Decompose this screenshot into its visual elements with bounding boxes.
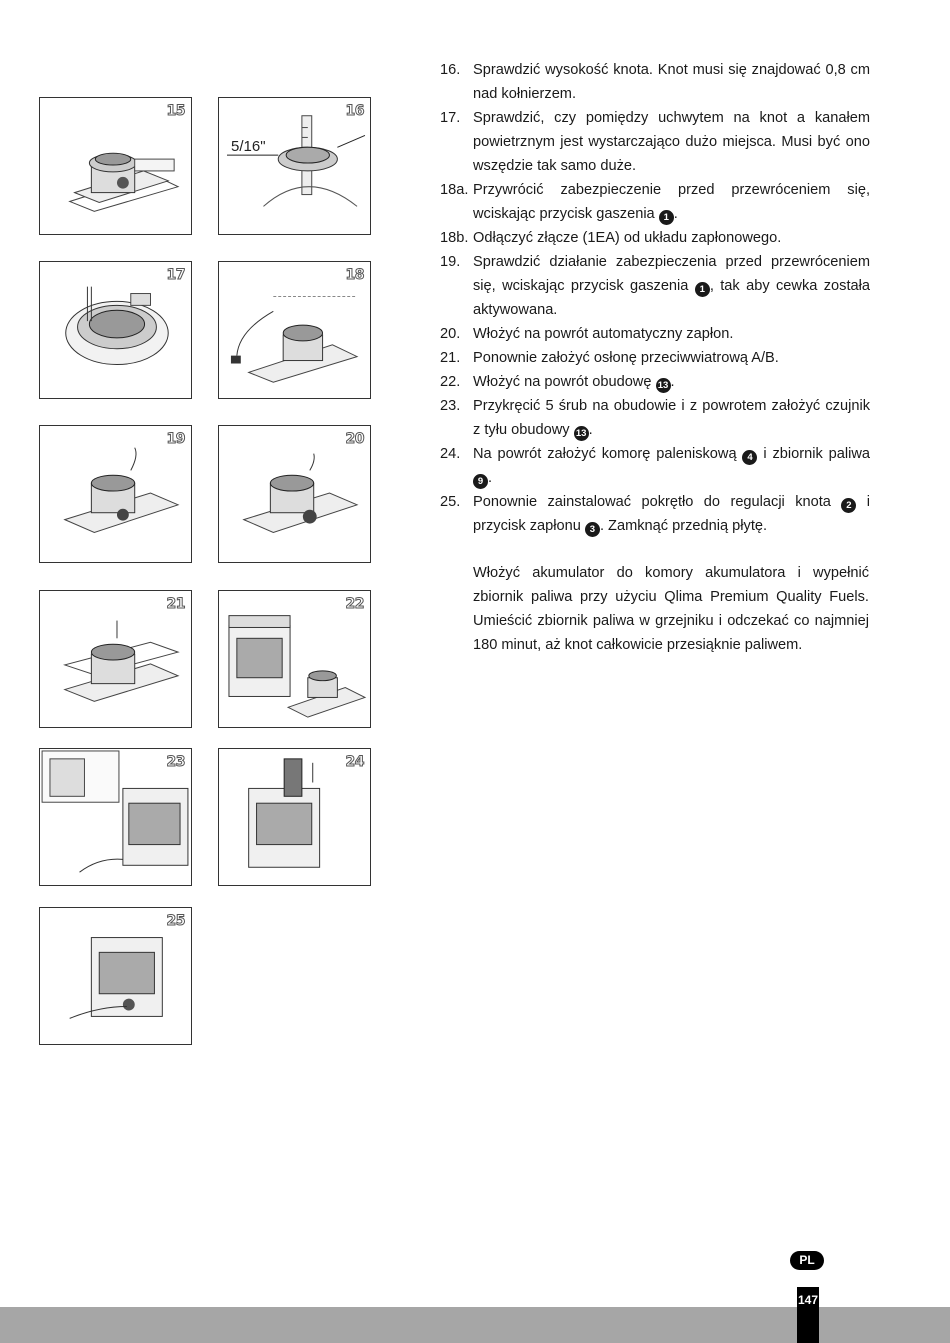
reference-circle: 3 [585,522,600,537]
figure-number: 23 [166,754,185,770]
reference-circle: 2 [841,498,856,513]
step-17: 17. Sprawdzić, czy pomiędzy uchwytem na knot a kanałem powietrznym jest wystarczająco dużo miejsca. Musi być ono wszędzie tak samo duże. [440,110,870,174]
figure-15 [39,97,192,235]
step-18a: 18a. Przywrócić zabezpieczenie przed przewróceniem się, wciskając przycisk gaszenia 1 . [440,182,870,223]
reference-circle: 13 [656,378,671,393]
language-badge: PL [790,1251,824,1270]
figure-16 [218,97,371,235]
figure-19 [39,425,192,563]
reference-circle: 13 [574,426,589,441]
step-18b: 18b. Odłączyć złącze (1EA) od układu zapłonowego. [440,230,782,246]
figure-number: 21 [166,596,185,612]
figure-20 [218,425,371,563]
fuel-instruction-paragraph: Włożyć akumulator do komory akumulatora i wypełnić zbiornik paliwa przy użyciu Qlima Premium Quality Fuels. Umieścić zbiornik paliwa w grzejniku i odczekać co najmniej 180 minut, aż knot całkowicie przesiąknie paliwem. [473,565,869,653]
reference-circle: 9 [473,474,488,489]
step-20: 20. Włożyć na powrót automatyczny zapłon. [440,326,734,342]
figure-number: 22 [345,596,364,612]
step-16: 16. Sprawdzić wysokość knota. Knot musi się znajdować 0,8 cm nad kołnierzem. [440,62,870,102]
figure-number: 18 [345,267,364,283]
step-24: 24. Na powrót założyć komorę paleniskową 4 i zbiornik paliwa 9 . [440,446,870,487]
figure-21 [39,590,192,728]
figure-24 [218,748,371,886]
reference-circle: 1 [695,282,710,297]
reference-circle: 1 [659,210,674,225]
figure-17 [39,261,192,399]
page-number-box [797,1287,819,1343]
figure-22 [218,590,371,728]
step-23: 23. Przykręcić 5 śrub na obudowie i z powrotem założyć czujnik z tyłu obudowy 13 . [440,398,870,439]
page-number: 147 [797,1293,819,1307]
step-25: 25. Ponownie zainstalować pokrętło do regulacji knota 2 i przycisk zapłonu 3 . Zamknąć przednią płytę. [440,494,870,535]
step-21: 21. Ponownie założyć osłonę przeciwwiatrową A/B. [440,350,779,366]
reference-circle: 4 [742,450,757,465]
figure-number: 15 [166,103,185,119]
step-22: 22. Włożyć na powrót obudowę 13 . [440,374,675,391]
figure-18 [218,261,371,399]
figure-number: 20 [345,431,364,447]
figure-number: 25 [166,913,185,929]
instruction-steps [440,58,870,538]
figure-number: 17 [166,267,185,283]
dimension-label: 5/16" [231,138,266,155]
figure-23 [39,748,192,886]
figure-25 [39,907,192,1045]
figure-number: 16 [345,103,364,119]
figure-number: 19 [166,431,185,447]
step-19: 19. Sprawdzić działanie zabezpieczenia przed przewróceniem się, wciskając przycisk gaszenia 1 , tak aby cewka została aktywowana. [440,254,870,318]
figure-number: 24 [345,754,364,770]
